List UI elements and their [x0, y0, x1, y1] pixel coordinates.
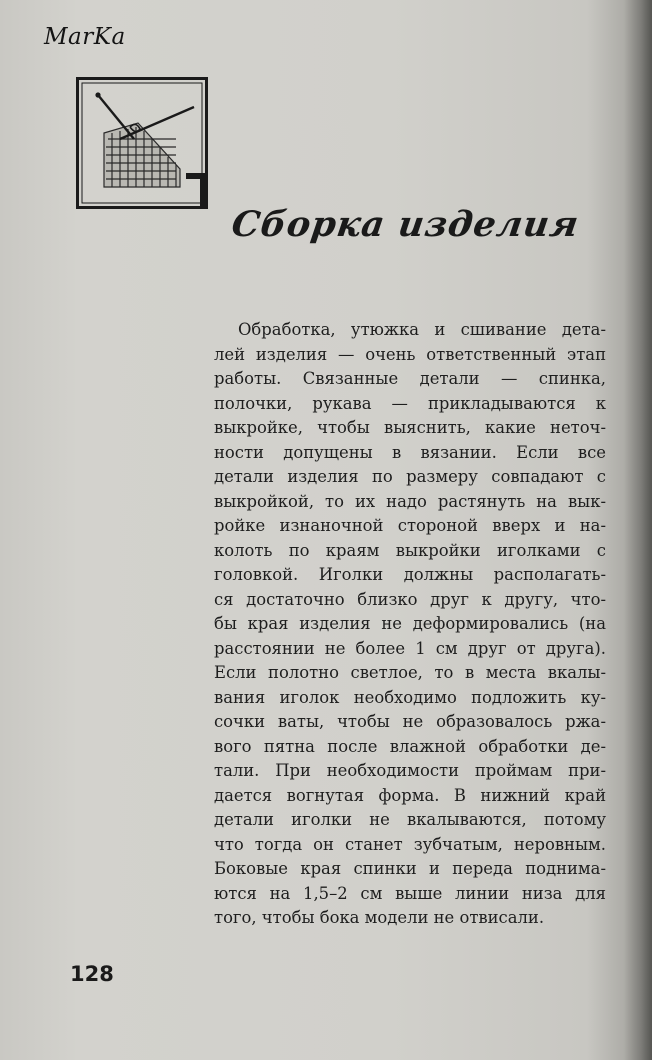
page-title: Сборка изделия [229, 204, 582, 245]
text-line: головкой. Иголки должны располагать- [214, 565, 606, 584]
text-line: тали. При необходимости проймам при- [214, 761, 606, 780]
text-line: ности допущены в вязании. Если все [214, 442, 606, 462]
text-line: ся достаточно близко друг к другу, что- [214, 589, 606, 609]
text-line: Если полотно светлое, то в места вкалы- [214, 663, 606, 682]
text-line: бы края изделия не деформировались (на [214, 614, 606, 633]
text-line: дается вогнутая форма. В нижний край [214, 785, 606, 805]
text-line: того, чтобы бока модели не отвисали. [214, 908, 545, 927]
text-line: ройке изнаночной стороной вверх и на- [214, 516, 606, 535]
watermark: MarKa [44, 24, 126, 50]
text-line: полочки, рукава — прикладываются к [214, 393, 606, 413]
text-line: детали изделия по размеру совпадают с [214, 467, 606, 486]
text-line: выкройке, чтобы выяснить, какие неточ- [214, 418, 606, 437]
text-line: Боковые края спинки и переда поднима- [214, 859, 606, 878]
body-paragraph [214, 318, 606, 931]
text-line: вого пятна после влажной обработки де- [214, 736, 606, 756]
knitting-needles-icon [76, 77, 208, 209]
text-line: колоть по краям выкройки иголками с [214, 540, 606, 560]
text-line: работы. Связанные детали — спинка, [214, 369, 606, 388]
text-line: ются на 1,5–2 см выше линии низа для [214, 883, 606, 903]
page-number: 128 [70, 962, 114, 986]
text-line: выкройкой, то их надо растянуть на вык- [214, 491, 606, 511]
text-line: лей изделия — очень ответственный этап [214, 344, 606, 364]
text-line: сочки ваты, чтобы не образовалось ржа- [214, 712, 606, 731]
text-line: вания иголок необходимо подложить ку- [214, 687, 606, 707]
page-spine-shadow [624, 0, 652, 1060]
text-line: расстоянии не более 1 см друг от друга). [214, 638, 606, 658]
text-line: Обработка, утюжка и сшивание дета- [238, 320, 606, 339]
text-line: детали иголки не вкалываются, потому [214, 810, 606, 829]
text-line: что тогда он станет зубчатым, неровным. [214, 834, 606, 854]
